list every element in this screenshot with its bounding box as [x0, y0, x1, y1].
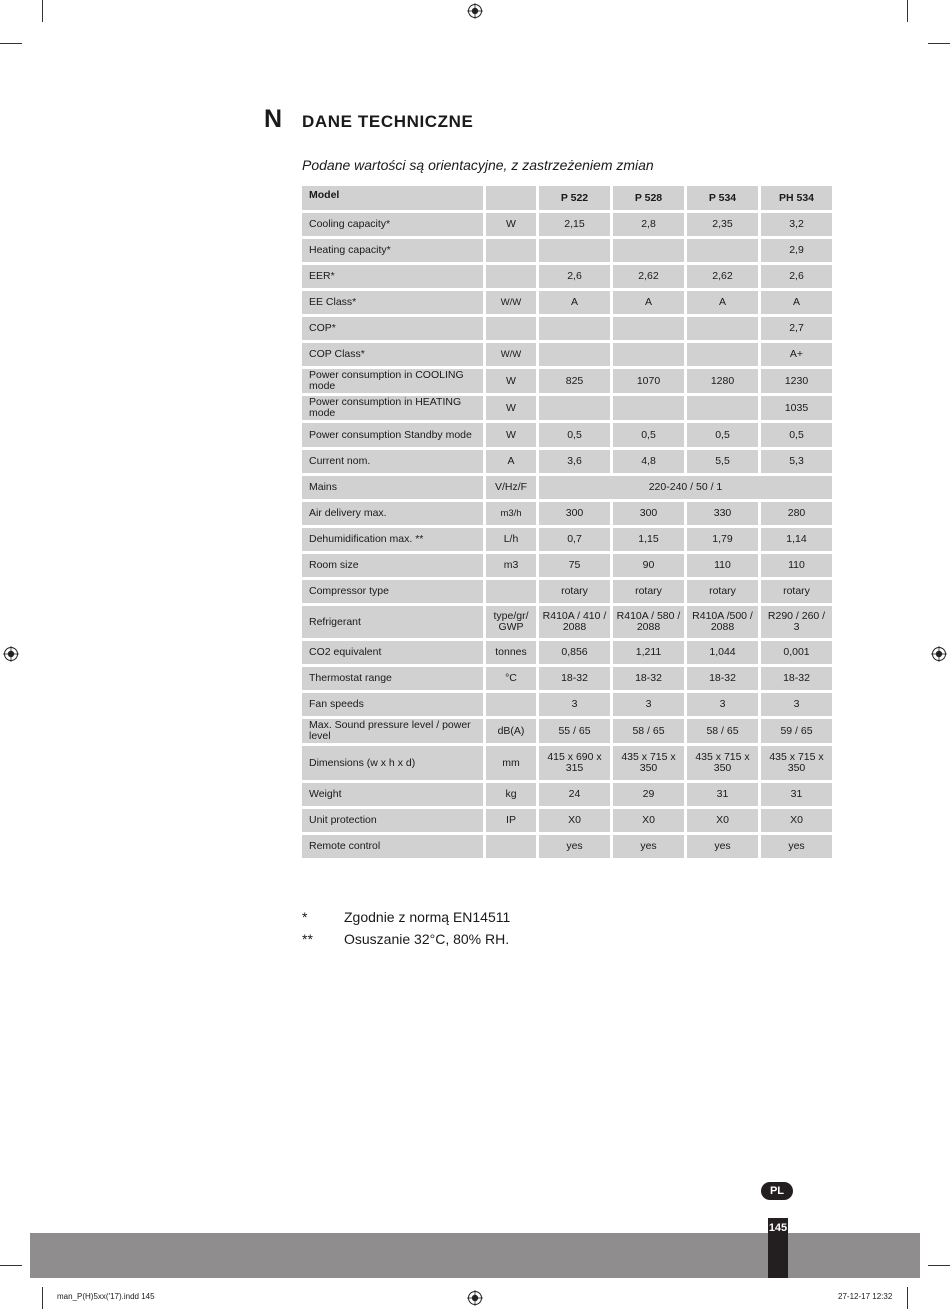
row-value: R410A / 410 / 2088 [539, 606, 610, 638]
row-unit [486, 835, 536, 858]
row-unit: W [486, 396, 536, 420]
section-title: DANE TECHNICZNE [302, 112, 474, 131]
row-value: 55 / 65 [539, 719, 610, 743]
row-unit: W [486, 369, 536, 393]
row-label: Mains [302, 476, 483, 499]
row-value: 5,3 [761, 450, 832, 473]
crop-mark [907, 1287, 908, 1309]
table-row [302, 528, 832, 551]
footnote-mark: ** [302, 931, 313, 947]
table-row [302, 502, 832, 525]
row-value: 415 x 690 x 315 [539, 746, 610, 780]
footnote-mark: * [302, 909, 308, 925]
row-value: A [613, 291, 684, 314]
row-value: 24 [539, 783, 610, 806]
registration-mark-icon [467, 1290, 483, 1306]
table-row [302, 667, 832, 690]
row-value: 1,14 [761, 528, 832, 551]
header-label: Model [302, 186, 483, 210]
table-row [302, 746, 832, 780]
header-model: P 522 [539, 186, 610, 210]
row-label: Room size [302, 554, 483, 577]
row-value: 2,62 [687, 265, 758, 288]
row-value: 3 [539, 693, 610, 716]
row-value: 58 / 65 [613, 719, 684, 743]
crop-mark [907, 0, 908, 22]
table-row [302, 580, 832, 603]
table-row [302, 450, 832, 473]
language-badge: PL [761, 1182, 793, 1200]
row-unit: tonnes [486, 641, 536, 664]
header-model: P 528 [613, 186, 684, 210]
registration-mark-icon [467, 3, 483, 19]
row-unit: °C [486, 667, 536, 690]
row-label: COP* [302, 317, 483, 340]
row-value: 29 [613, 783, 684, 806]
row-label: Thermostat range [302, 667, 483, 690]
row-value: 0,001 [761, 641, 832, 664]
row-value: 2,7 [761, 317, 832, 340]
row-value: rotary [761, 580, 832, 603]
row-value: 1280 [687, 369, 758, 393]
table-row [302, 476, 832, 499]
row-value: 5,5 [687, 450, 758, 473]
row-label: Dimensions (w x h x d) [302, 746, 483, 780]
row-label: Weight [302, 783, 483, 806]
table-row [302, 606, 832, 638]
row-unit: V/Hz/F [486, 476, 536, 499]
spec-table [299, 183, 835, 861]
row-value: yes [687, 835, 758, 858]
row-unit [486, 239, 536, 262]
row-unit: kg [486, 783, 536, 806]
row-value: 435 x 715 x 350 [761, 746, 832, 780]
row-value: 90 [613, 554, 684, 577]
row-value: 2,62 [613, 265, 684, 288]
row-value: 1230 [761, 369, 832, 393]
crop-mark [42, 0, 43, 22]
row-value: 3 [687, 693, 758, 716]
row-label: Compressor type [302, 580, 483, 603]
row-value: 300 [613, 502, 684, 525]
table-row [302, 265, 832, 288]
row-value: 280 [761, 502, 832, 525]
row-value: 825 [539, 369, 610, 393]
row-label: COP Class* [302, 343, 483, 366]
row-value: 0,5 [687, 423, 758, 447]
row-value [687, 396, 758, 420]
spec-table-body [302, 186, 832, 858]
row-label: Air delivery max. [302, 502, 483, 525]
row-value: 18-32 [539, 667, 610, 690]
row-value: 2,6 [539, 265, 610, 288]
row-value: R410A /500 / 2088 [687, 606, 758, 638]
table-row [302, 317, 832, 340]
row-unit: mm [486, 746, 536, 780]
row-label: Power consumption in COOLING mode [302, 369, 483, 393]
row-value: 1035 [761, 396, 832, 420]
row-value: 59 / 65 [761, 719, 832, 743]
row-value: 2,8 [613, 213, 684, 236]
row-value: 300 [539, 502, 610, 525]
table-row [302, 369, 832, 393]
row-value: A+ [761, 343, 832, 366]
crop-mark [42, 1287, 43, 1309]
row-value: yes [761, 835, 832, 858]
row-value [613, 396, 684, 420]
row-value: A [539, 291, 610, 314]
table-row [302, 719, 832, 743]
row-value: X0 [761, 809, 832, 832]
row-label: CO2 equivalent [302, 641, 483, 664]
row-label: Power consumption Standby mode [302, 423, 483, 447]
row-value [613, 239, 684, 262]
row-value: 2,15 [539, 213, 610, 236]
row-value: 110 [687, 554, 758, 577]
row-unit [486, 265, 536, 288]
row-value: 31 [687, 783, 758, 806]
crop-mark [0, 43, 22, 44]
row-value [539, 343, 610, 366]
row-value: 3 [613, 693, 684, 716]
row-value: 110 [761, 554, 832, 577]
row-label: Dehumidification max. ** [302, 528, 483, 551]
row-value: 2,6 [761, 265, 832, 288]
row-value: X0 [539, 809, 610, 832]
row-value: 1,79 [687, 528, 758, 551]
table-row [302, 693, 832, 716]
row-value: 1,15 [613, 528, 684, 551]
table-row [302, 396, 832, 420]
crop-mark [928, 1265, 950, 1266]
row-unit: type/gr/ GWP [486, 606, 536, 638]
row-value [539, 396, 610, 420]
row-label: EE Class* [302, 291, 483, 314]
row-value: X0 [613, 809, 684, 832]
row-value [687, 343, 758, 366]
row-label: Max. Sound pressure level / power level [302, 719, 483, 743]
row-value: A [687, 291, 758, 314]
row-label: Fan speeds [302, 693, 483, 716]
row-unit [486, 693, 536, 716]
header-unit [486, 186, 536, 210]
row-value [613, 317, 684, 340]
row-label: Power consumption in HEATING mode [302, 396, 483, 420]
row-unit: dB(A) [486, 719, 536, 743]
table-row [302, 783, 832, 806]
section-letter: N [264, 105, 283, 133]
page-subtitle: Podane wartości są orientacyjne, z zastrzeżeniem zmian [302, 157, 654, 173]
row-value: 0,5 [761, 423, 832, 447]
row-unit: IP [486, 809, 536, 832]
row-value: 0,5 [613, 423, 684, 447]
slug-file-info: man_P(H)5xx('17).indd 145 [57, 1292, 155, 1301]
table-row [302, 343, 832, 366]
row-unit: W/W [486, 291, 536, 314]
slug-date: 27-12-17 12:32 [838, 1292, 893, 1301]
row-value: 1,211 [613, 641, 684, 664]
row-value [613, 343, 684, 366]
table-row [302, 835, 832, 858]
row-value: 435 x 715 x 350 [613, 746, 684, 780]
row-value: 1070 [613, 369, 684, 393]
row-value: 3 [761, 693, 832, 716]
row-value: 0,856 [539, 641, 610, 664]
row-label: Remote control [302, 835, 483, 858]
row-value: yes [613, 835, 684, 858]
row-label: EER* [302, 265, 483, 288]
row-unit: m3/h [486, 502, 536, 525]
row-merged-value: 220-240 / 50 / 1 [539, 476, 832, 499]
row-unit [486, 317, 536, 340]
page-number: 145 [768, 1222, 788, 1234]
row-value [539, 239, 610, 262]
row-value: 4,8 [613, 450, 684, 473]
crop-mark [928, 43, 950, 44]
row-label: Unit protection [302, 809, 483, 832]
table-row [302, 641, 832, 664]
row-value: rotary [613, 580, 684, 603]
row-value: 18-32 [761, 667, 832, 690]
row-value: 0,7 [539, 528, 610, 551]
row-unit: L/h [486, 528, 536, 551]
row-value: 3,6 [539, 450, 610, 473]
table-row [302, 239, 832, 262]
registration-mark-icon [931, 646, 947, 662]
table-row [302, 809, 832, 832]
row-value: X0 [687, 809, 758, 832]
row-value: rotary [539, 580, 610, 603]
footnote-text: Zgodnie z normą EN14511 [344, 909, 511, 925]
row-value [539, 317, 610, 340]
row-unit: W [486, 213, 536, 236]
row-value: R410A / 580 / 2088 [613, 606, 684, 638]
row-value: 3,2 [761, 213, 832, 236]
row-unit: A [486, 450, 536, 473]
row-value: R290 / 260 / 3 [761, 606, 832, 638]
row-value: 1,044 [687, 641, 758, 664]
table-row [302, 554, 832, 577]
row-value: 330 [687, 502, 758, 525]
table-row [302, 291, 832, 314]
row-value: 2,9 [761, 239, 832, 262]
table-header-row [302, 186, 832, 210]
row-unit [486, 580, 536, 603]
table-row [302, 423, 832, 447]
row-label: Heating capacity* [302, 239, 483, 262]
row-value [687, 239, 758, 262]
table-row [302, 213, 832, 236]
row-value: 18-32 [613, 667, 684, 690]
row-value: 2,35 [687, 213, 758, 236]
row-value: yes [539, 835, 610, 858]
row-value: rotary [687, 580, 758, 603]
row-value: 31 [761, 783, 832, 806]
row-label: Cooling capacity* [302, 213, 483, 236]
row-unit: W [486, 423, 536, 447]
row-value [687, 317, 758, 340]
header-model: P 534 [687, 186, 758, 210]
footnote-text: Osuszanie 32°C, 80% RH. [344, 931, 510, 947]
row-label: Current nom. [302, 450, 483, 473]
row-label: Refrigerant [302, 606, 483, 638]
row-value: 58 / 65 [687, 719, 758, 743]
row-value: 75 [539, 554, 610, 577]
row-unit: m3 [486, 554, 536, 577]
header-model: PH 534 [761, 186, 832, 210]
row-value: 435 x 715 x 350 [687, 746, 758, 780]
registration-mark-icon [3, 646, 19, 662]
row-value: 18-32 [687, 667, 758, 690]
row-unit: W/W [486, 343, 536, 366]
row-value: 0,5 [539, 423, 610, 447]
row-value: A [761, 291, 832, 314]
crop-mark [0, 1265, 22, 1266]
